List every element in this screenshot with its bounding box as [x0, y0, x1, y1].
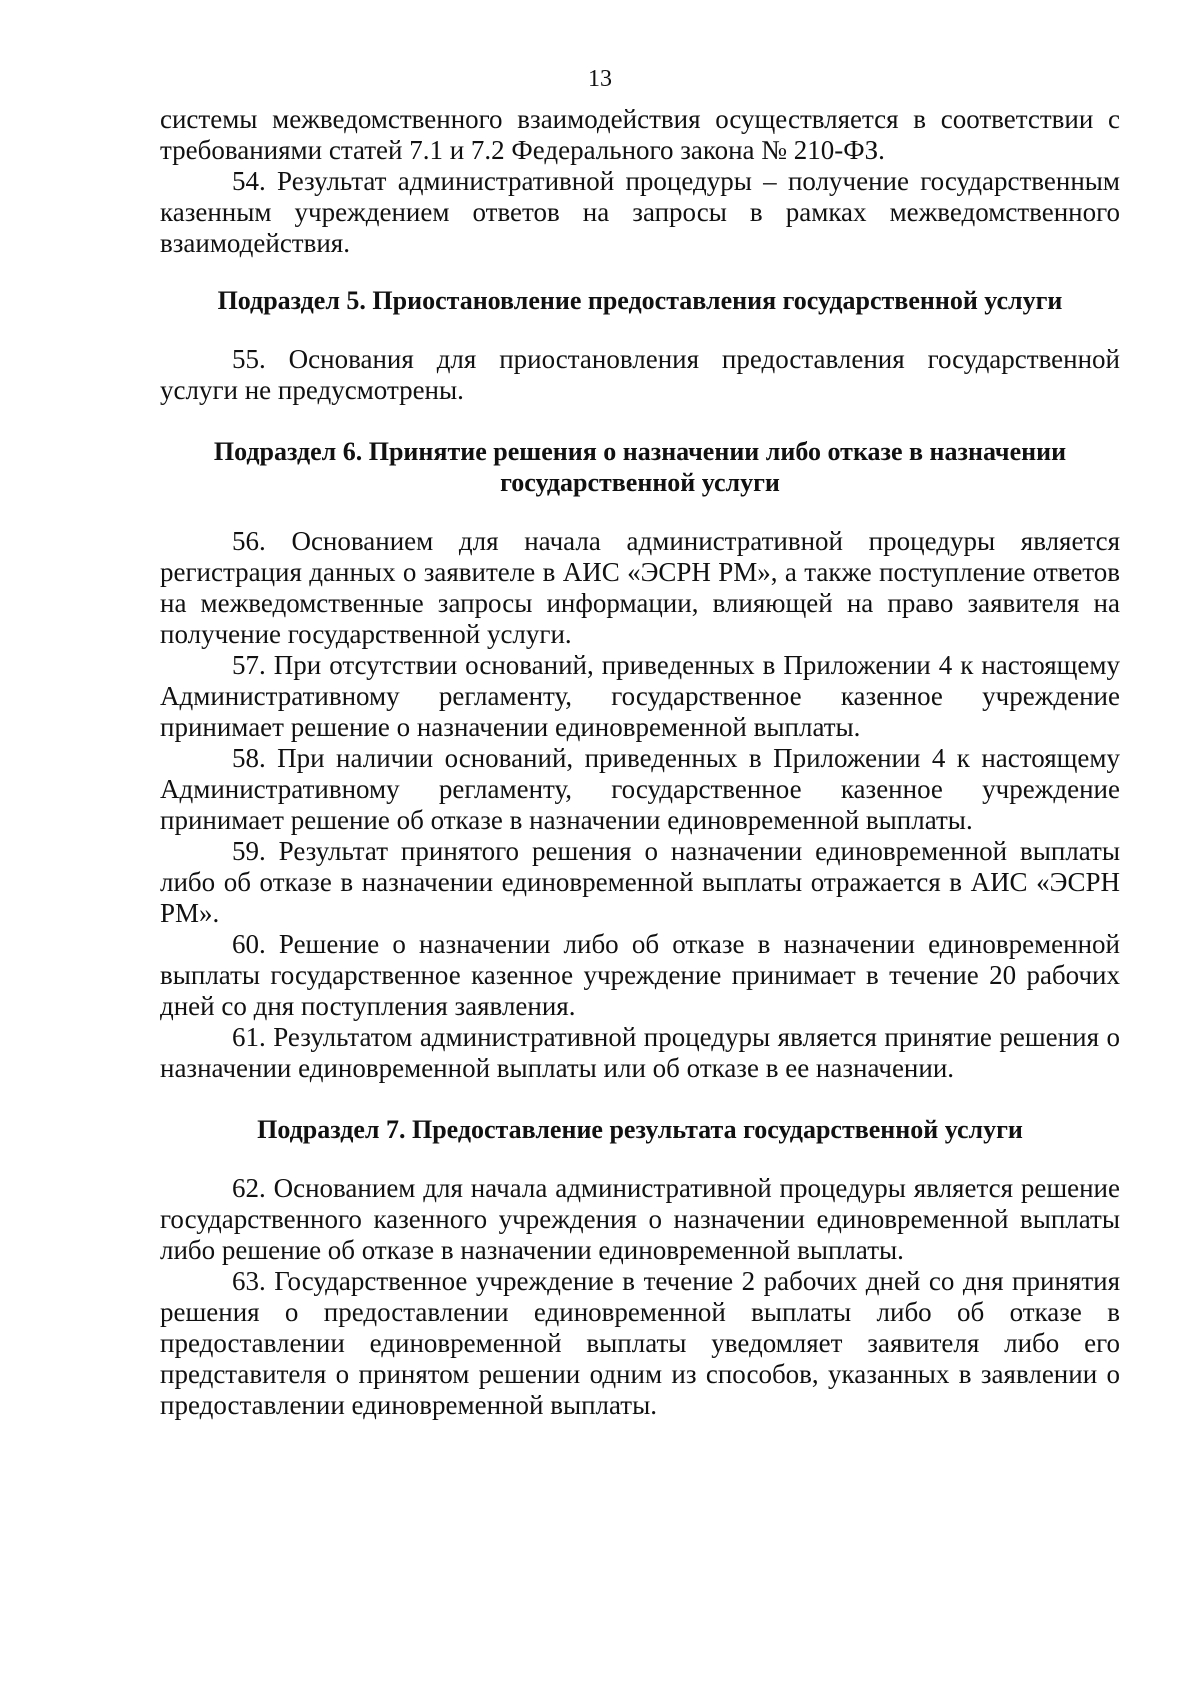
paragraph-56: 56. Основанием для начала административной процедуры является регистрация данных о заявителе в АИС «ЭСРН РМ», а также поступление ответов на межведомственные запросы информации, влияющей на право заявителя на получение государственной услуги.	[160, 526, 1120, 649]
paragraph-55: 55. Основания для приостановления предоставления государственной услуги не предусмотрены.	[160, 344, 1120, 405]
page-number: 13	[588, 66, 612, 92]
paragraph-61: 61. Результатом административной процедуры является принятие решения о назначении единовременной выплаты или об отказе в ее назначении.	[160, 1022, 1120, 1083]
paragraph-60: 60. Решение о назначении либо об отказе в назначении единовременной выплаты государственное казенное учреждение принимает в течение 20 рабочих дней со дня поступления заявления.	[160, 929, 1120, 1021]
subsection-6-heading: Подраздел 6. Принятие решения о назначении либо отказе в назначении государственной услуги	[213, 437, 1067, 497]
document-body	[160, 104, 1120, 1421]
subsection-5-heading: Подраздел 5. Приостановление предоставления государственной услуги	[217, 286, 1063, 315]
paragraph-58: 58. При наличии оснований, приведенных в Приложении 4 к настоящему Административному регламенту, государственное казенное учреждение принимает решение об отказе в назначении единовременной выплаты.	[160, 743, 1120, 835]
paragraph-54: 54. Результат административной процедуры – получение государственным казенным учреждением ответов на запросы в рамках межведомственного взаимодействия.	[160, 166, 1120, 258]
paragraph-59: 59. Результат принятого решения о назначении единовременной выплаты либо об отказе в назначении единовременной выплаты отражается в АИС «ЭСРН РМ».	[160, 836, 1120, 928]
subsection-7-heading: Подраздел 7. Предоставление результата государственной услуги	[257, 1115, 1023, 1144]
paragraph-continuation: системы межведомственного взаимодействия осуществляется в соответствии с требованиями статей 7.1 и 7.2 Федерального закона № 210-ФЗ.	[160, 104, 1120, 165]
paragraph-57: 57. При отсутствии оснований, приведенных в Приложении 4 к настоящему Административному регламенту, государственное казенное учреждение принимает решение о назначении единовременной выплаты.	[160, 650, 1120, 742]
paragraph-63: 63. Государственное учреждение в течение 2 рабочих дней со дня принятия решения о предоставлении единовременной выплаты либо об отказе в предоставлении единовременной выплаты уведомляет заявителя либо его представителя о принятом решении одним из способов, указанных в заявлении о предоставлении единовременной выплаты.	[160, 1266, 1120, 1420]
paragraph-62: 62. Основанием для начала административной процедуры является решение государственного казенного учреждения о назначении единовременной выплаты либо решение об отказе в назначении единовременной выплаты.	[160, 1173, 1120, 1265]
